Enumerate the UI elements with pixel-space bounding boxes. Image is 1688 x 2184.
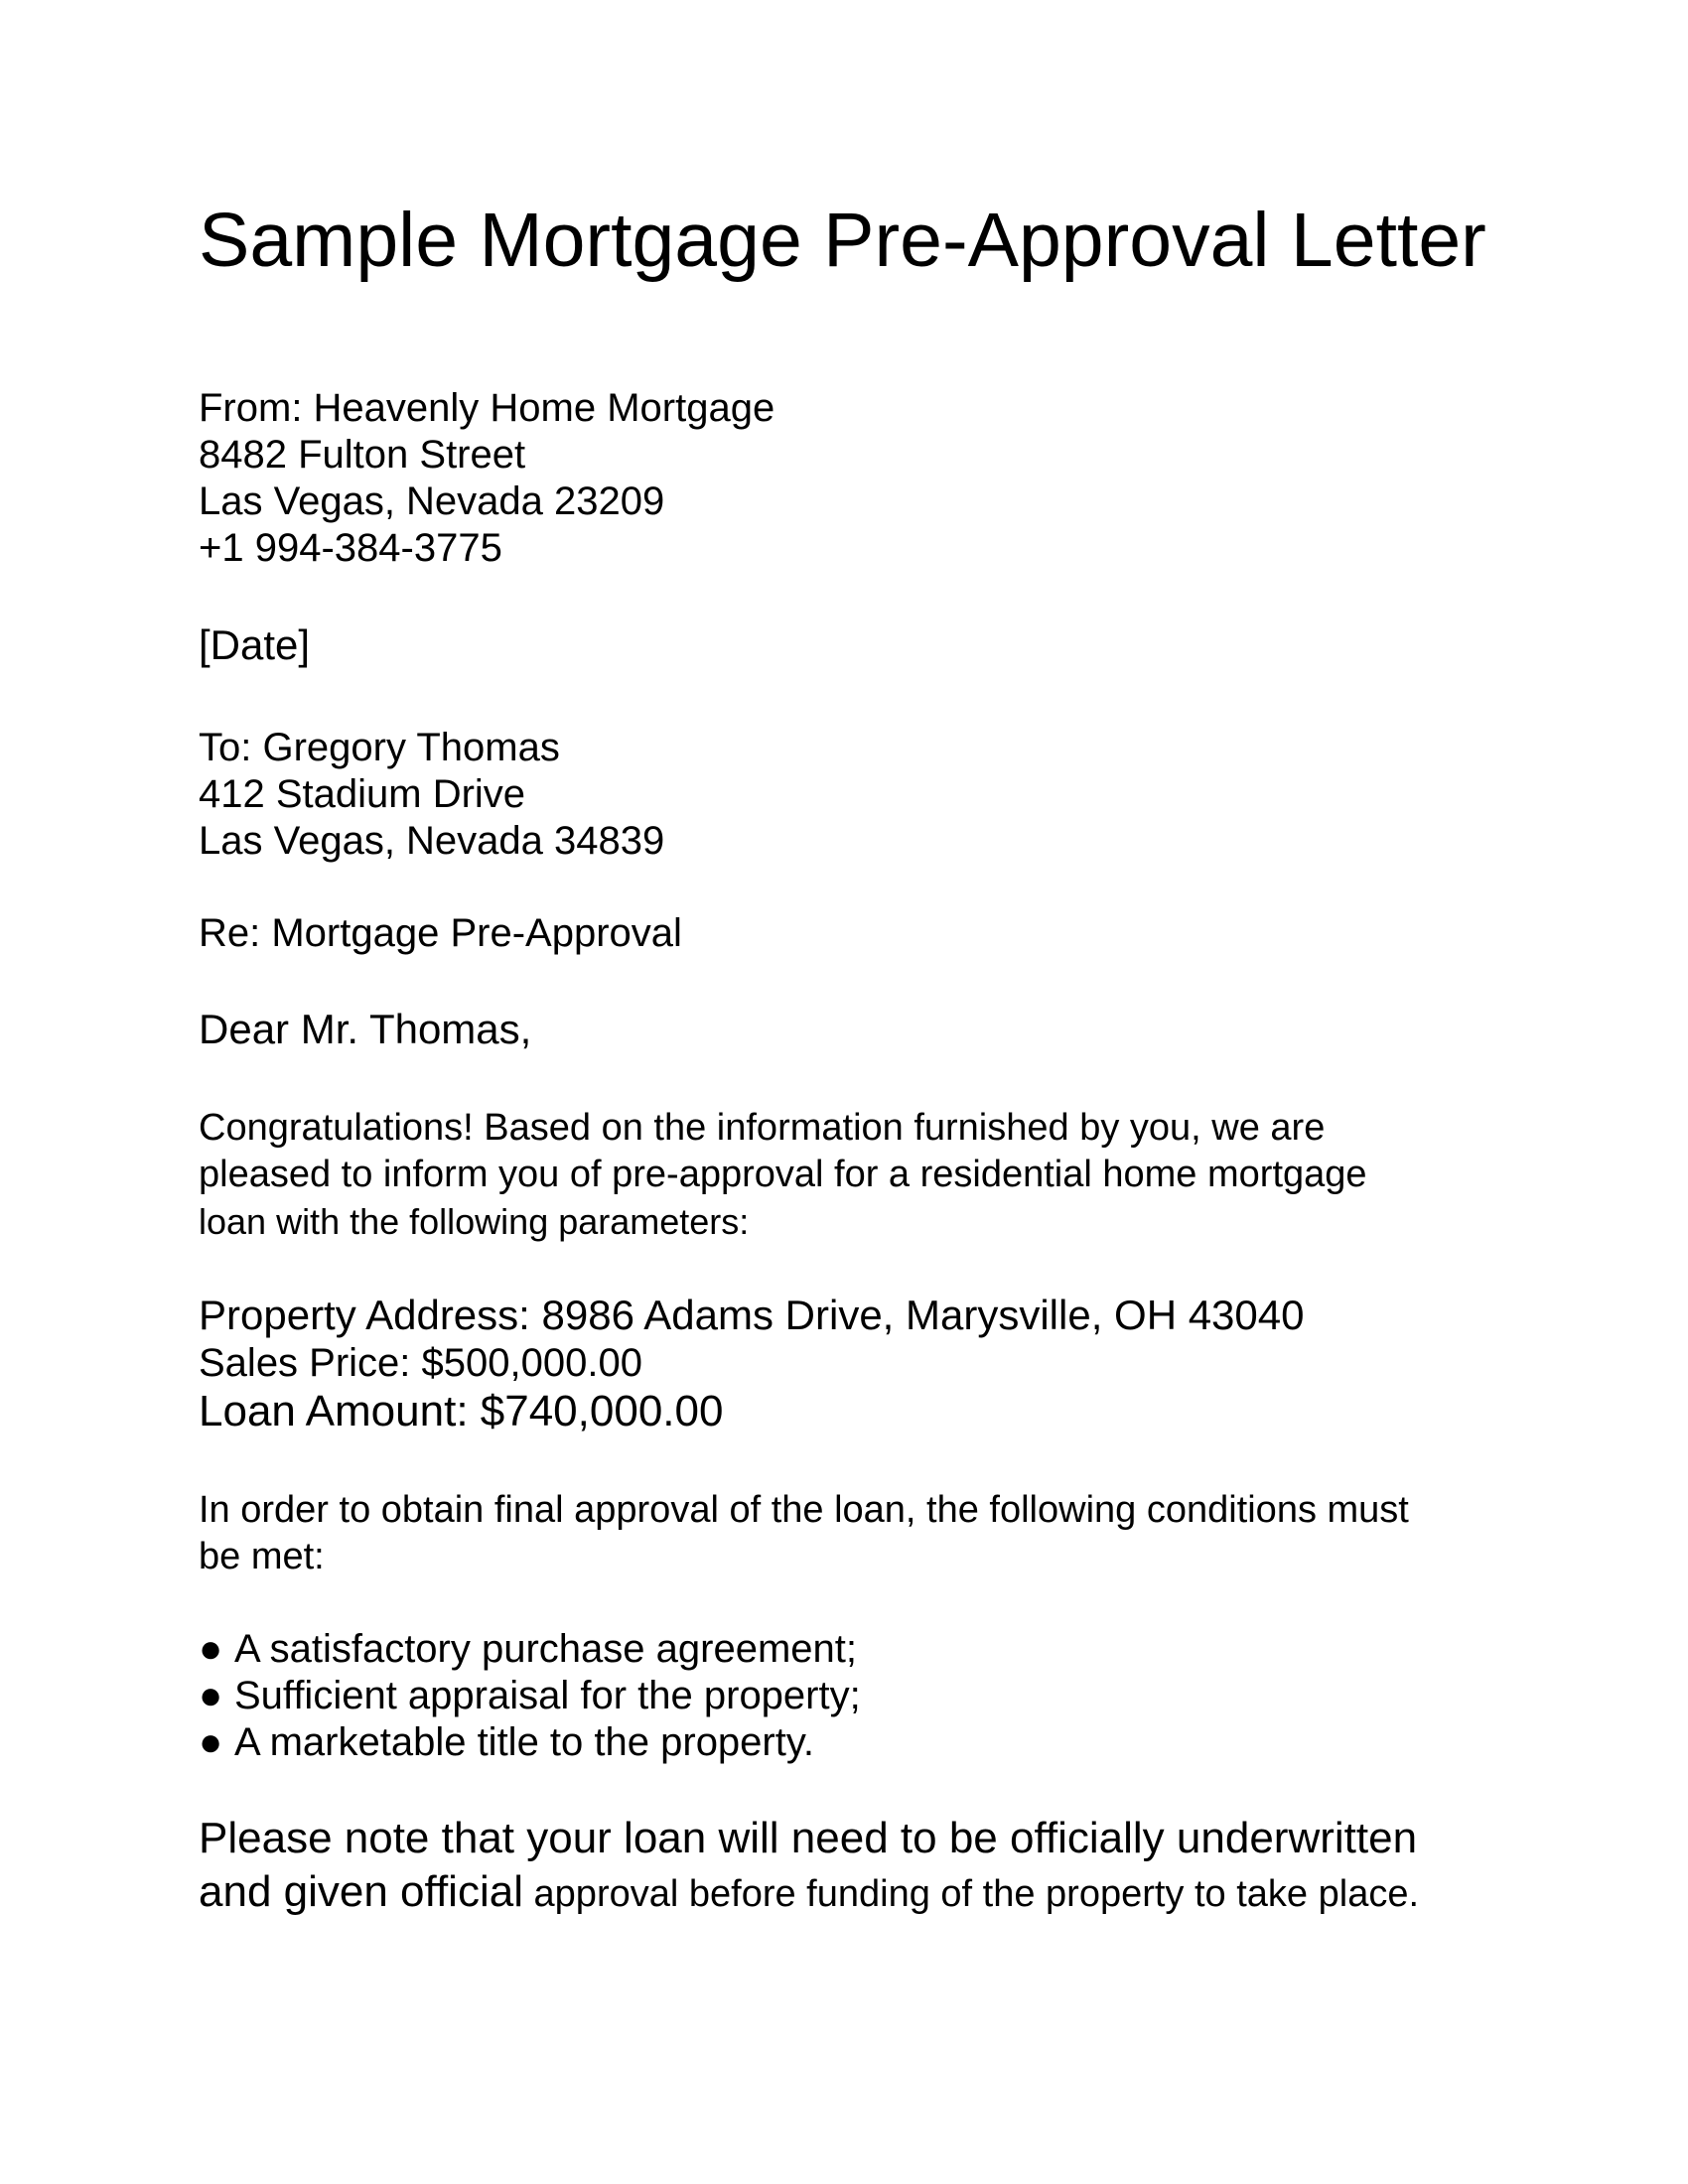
condition-item — [199, 1626, 857, 1673]
sales-price: Sales Price: $500,000.00 — [199, 1341, 642, 1385]
condition-text: A marketable title to the property. — [234, 1720, 815, 1764]
from-line-lender: From: Heavenly Home Mortgage — [199, 386, 775, 430]
to-line-street: 412 Stadium Drive — [199, 772, 526, 816]
condition-text: Sufficient appraisal for the property; — [234, 1674, 861, 1717]
note-line-1: Please note that your loan will need to be officially underwritten — [199, 1814, 1418, 1862]
page-title: Sample Mortgage Pre-Approval Letter — [199, 198, 1486, 283]
intro-line-1: Congratulations! Based on the information furnished by you, we are — [199, 1107, 1326, 1149]
salutation: Dear Mr. Thomas, — [199, 1006, 532, 1052]
letter-date: [Date] — [199, 621, 311, 668]
condition-item — [199, 1673, 861, 1719]
intro-line-2: pleased to inform you of pre-approval for a residential home mortgage — [199, 1154, 1367, 1195]
conditions-intro-line-1: In order to obtain final approval of the loan, the following conditions must — [199, 1489, 1409, 1531]
conditions-intro-line-2: be met: — [199, 1536, 325, 1577]
from-line-street: 8482 Fulton Street — [199, 433, 526, 477]
bullet-icon: ● — [199, 1674, 223, 1717]
note-line-2 — [199, 1866, 1419, 1920]
loan-amount: Loan Amount: $740,000.00 — [199, 1387, 724, 1435]
to-line-city: Las Vegas, Nevada 34839 — [199, 819, 665, 863]
intro-line-3: loan with the following parameters: — [199, 1201, 750, 1242]
bullet-icon: ● — [199, 1720, 223, 1764]
from-line-phone: +1 994-384-3775 — [199, 526, 502, 570]
note-large-text: and given official — [199, 1867, 523, 1916]
note-small-text: approval before funding of the property to take place. — [522, 1873, 1420, 1915]
condition-item — [199, 1719, 814, 1766]
condition-text: A satisfactory purchase agreement; — [234, 1627, 857, 1671]
subject-line: Re: Mortgage Pre-Approval — [199, 911, 682, 955]
bullet-icon: ● — [199, 1627, 223, 1671]
property-address: Property Address: 8986 Adams Drive, Marysville, OH 43040 — [199, 1292, 1305, 1338]
from-line-city: Las Vegas, Nevada 23209 — [199, 479, 665, 523]
to-line-name: To: Gregory Thomas — [199, 726, 560, 769]
